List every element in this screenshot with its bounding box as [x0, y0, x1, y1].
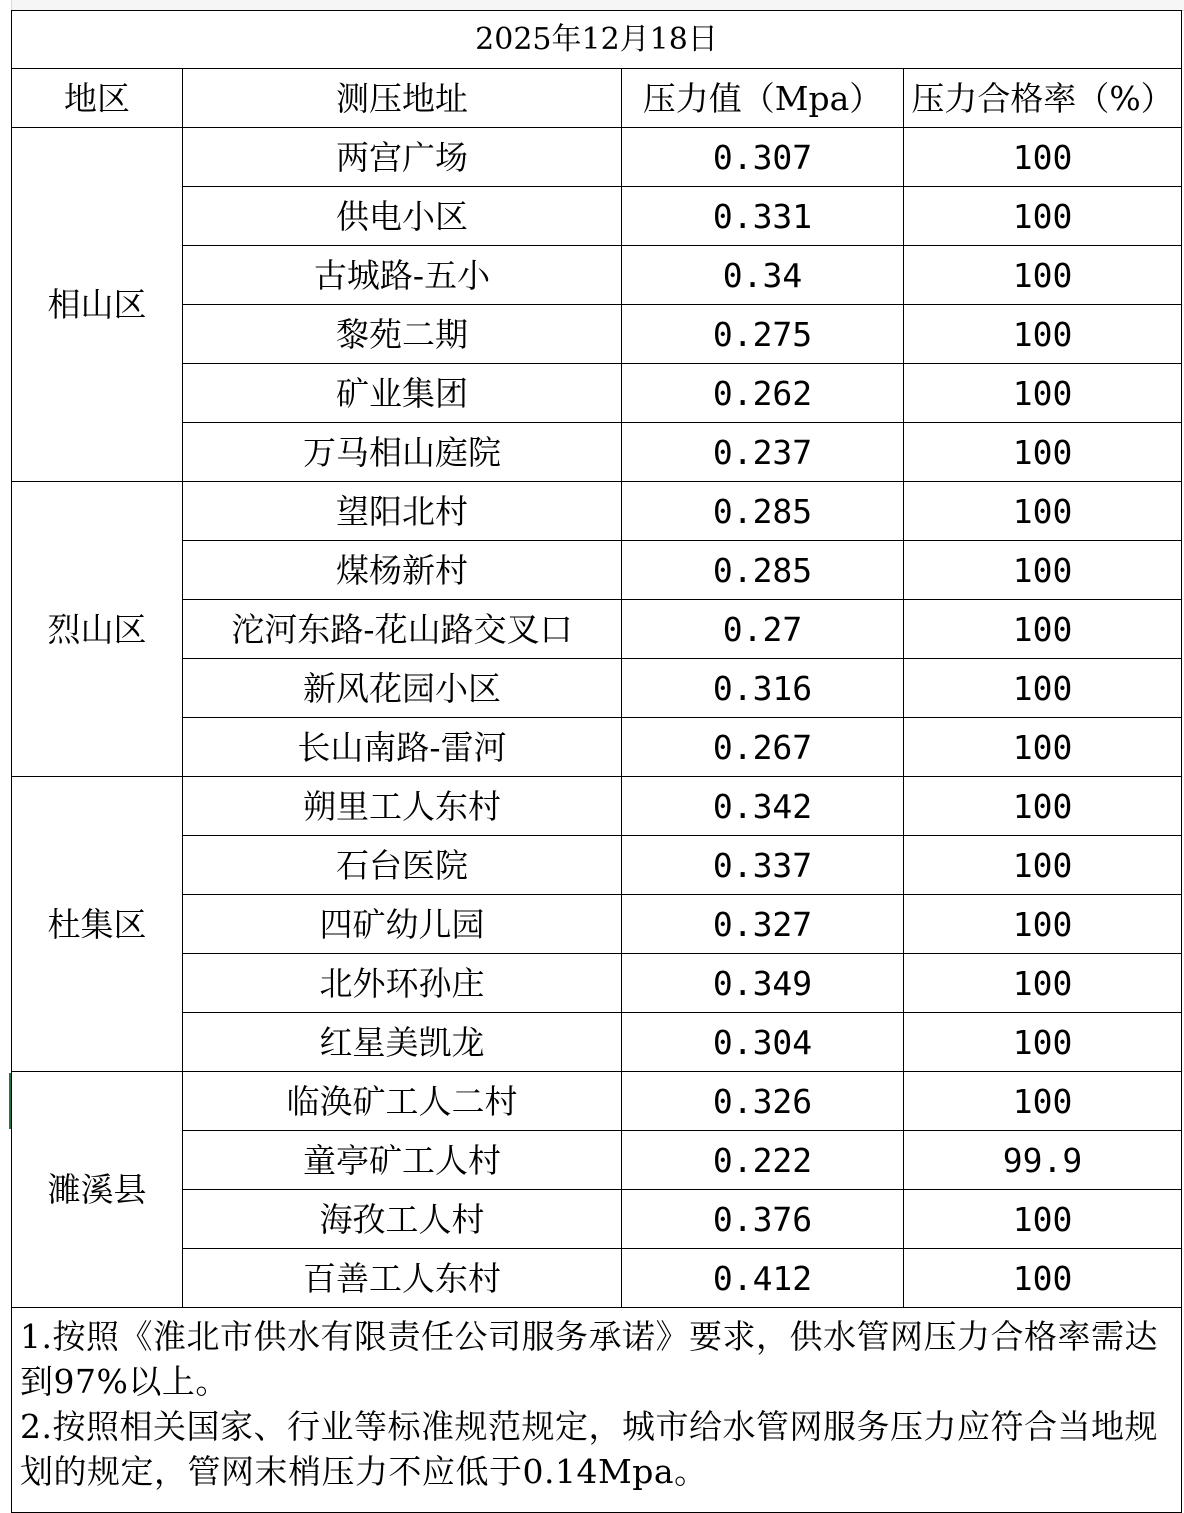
table-row [12, 1190, 1182, 1249]
table-row [12, 305, 1182, 364]
address-cell[interactable]: 石台医院 [183, 836, 622, 895]
address-cell[interactable]: 朔里工人东村 [183, 777, 622, 836]
pressure-cell[interactable]: 0.412 [622, 1249, 904, 1308]
rate-cell[interactable]: 100 [904, 777, 1182, 836]
notes-cell[interactable] [12, 1308, 1182, 1513]
table-row [12, 1131, 1182, 1190]
table-row [12, 482, 1182, 541]
address-cell[interactable]: 煤杨新村 [183, 541, 622, 600]
pressure-table [11, 10, 1182, 1513]
address-cell[interactable]: 矿业集团 [183, 364, 622, 423]
address-cell[interactable]: 四矿幼儿园 [183, 895, 622, 954]
region-cell[interactable]: 杜集区 [12, 777, 183, 1072]
pressure-cell[interactable]: 0.222 [622, 1131, 904, 1190]
table-row [12, 423, 1182, 482]
pressure-cell[interactable]: 0.376 [622, 1190, 904, 1249]
address-cell[interactable]: 海孜工人村 [183, 1190, 622, 1249]
rate-cell[interactable]: 100 [904, 541, 1182, 600]
table-row [12, 1249, 1182, 1308]
rate-cell[interactable]: 100 [904, 718, 1182, 777]
table-row [12, 541, 1182, 600]
table-row [12, 954, 1182, 1013]
header-row [12, 69, 1182, 128]
rate-cell[interactable]: 100 [904, 423, 1182, 482]
table-row [12, 187, 1182, 246]
address-cell[interactable]: 供电小区 [183, 187, 622, 246]
pressure-cell[interactable]: 0.349 [622, 954, 904, 1013]
pressure-cell[interactable]: 0.327 [622, 895, 904, 954]
address-cell[interactable]: 万马相山庭院 [183, 423, 622, 482]
rate-cell[interactable]: 100 [904, 836, 1182, 895]
rate-cell[interactable]: 100 [904, 1013, 1182, 1072]
table-row [12, 718, 1182, 777]
title-row [12, 11, 1182, 69]
table-row [12, 777, 1182, 836]
address-cell[interactable]: 两宫广场 [183, 128, 622, 187]
pressure-cell[interactable]: 0.316 [622, 659, 904, 718]
pressure-cell[interactable]: 0.304 [622, 1013, 904, 1072]
note-line: 2.按照相关国家、行业等标准规范规定，城市给水管网服务压力应符合当地规划的规定，管网末梢压力不应低于0.14Mpa。 [20, 1407, 1158, 1491]
address-cell[interactable]: 长山南路-雷河 [183, 718, 622, 777]
rate-cell[interactable]: 100 [904, 954, 1182, 1013]
rate-cell[interactable]: 100 [904, 187, 1182, 246]
pressure-cell[interactable]: 0.337 [622, 836, 904, 895]
header-rate[interactable]: 压力合格率（%） [904, 69, 1182, 128]
table-row [12, 1013, 1182, 1072]
table-row [12, 128, 1182, 187]
header-pressure[interactable]: 压力值（Mpa） [622, 69, 904, 128]
address-cell[interactable]: 临涣矿工人二村 [183, 1072, 622, 1131]
notes-row [12, 1308, 1182, 1513]
rate-cell[interactable]: 100 [904, 364, 1182, 423]
pressure-cell[interactable]: 0.237 [622, 423, 904, 482]
pressure-cell[interactable]: 0.307 [622, 128, 904, 187]
table-row [12, 1072, 1182, 1131]
header-region[interactable]: 地区 [12, 69, 183, 128]
pressure-cell[interactable]: 0.285 [622, 541, 904, 600]
rate-cell[interactable]: 100 [904, 246, 1182, 305]
rate-cell[interactable]: 99.9 [904, 1131, 1182, 1190]
pressure-cell[interactable]: 0.262 [622, 364, 904, 423]
table-row [12, 364, 1182, 423]
region-cell[interactable]: 烈山区 [12, 482, 183, 777]
pressure-cell[interactable]: 0.342 [622, 777, 904, 836]
rate-cell[interactable]: 100 [904, 1249, 1182, 1308]
pressure-cell[interactable]: 0.331 [622, 187, 904, 246]
address-cell[interactable]: 红星美凯龙 [183, 1013, 622, 1072]
pressure-cell[interactable]: 0.267 [622, 718, 904, 777]
rate-cell[interactable]: 100 [904, 482, 1182, 541]
address-cell[interactable]: 古城路-五小 [183, 246, 622, 305]
rate-cell[interactable]: 100 [904, 1072, 1182, 1131]
rate-cell[interactable]: 100 [904, 895, 1182, 954]
pressure-cell[interactable]: 0.34 [622, 246, 904, 305]
address-cell[interactable]: 北外环孙庄 [183, 954, 622, 1013]
address-cell[interactable]: 沱河东路-花山路交叉口 [183, 600, 622, 659]
pressure-cell[interactable]: 0.275 [622, 305, 904, 364]
note-line: 1.按照《淮北市供水有限责任公司服务承诺》要求，供水管网压力合格率需达到97%以上。 [20, 1317, 1158, 1401]
table-row [12, 836, 1182, 895]
address-cell[interactable]: 望阳北村 [183, 482, 622, 541]
rate-cell[interactable]: 100 [904, 600, 1182, 659]
rate-cell[interactable]: 100 [904, 128, 1182, 187]
address-cell[interactable]: 新风花园小区 [183, 659, 622, 718]
table-row [12, 895, 1182, 954]
address-cell[interactable]: 童亭矿工人村 [183, 1131, 622, 1190]
region-cell[interactable]: 相山区 [12, 128, 183, 482]
table-row [12, 600, 1182, 659]
address-cell[interactable]: 黎苑二期 [183, 305, 622, 364]
rate-cell[interactable]: 100 [904, 659, 1182, 718]
pressure-cell[interactable]: 0.27 [622, 600, 904, 659]
rate-cell[interactable]: 100 [904, 305, 1182, 364]
rate-cell[interactable]: 100 [904, 1190, 1182, 1249]
table-title[interactable]: 2025年12月18日 [12, 11, 1182, 69]
pressure-cell[interactable]: 0.326 [622, 1072, 904, 1131]
table-row [12, 659, 1182, 718]
address-cell[interactable]: 百善工人东村 [183, 1249, 622, 1308]
pressure-cell[interactable]: 0.285 [622, 482, 904, 541]
header-address[interactable]: 测压地址 [183, 69, 622, 128]
region-cell[interactable]: 濉溪县 [12, 1072, 183, 1308]
table-row [12, 246, 1182, 305]
